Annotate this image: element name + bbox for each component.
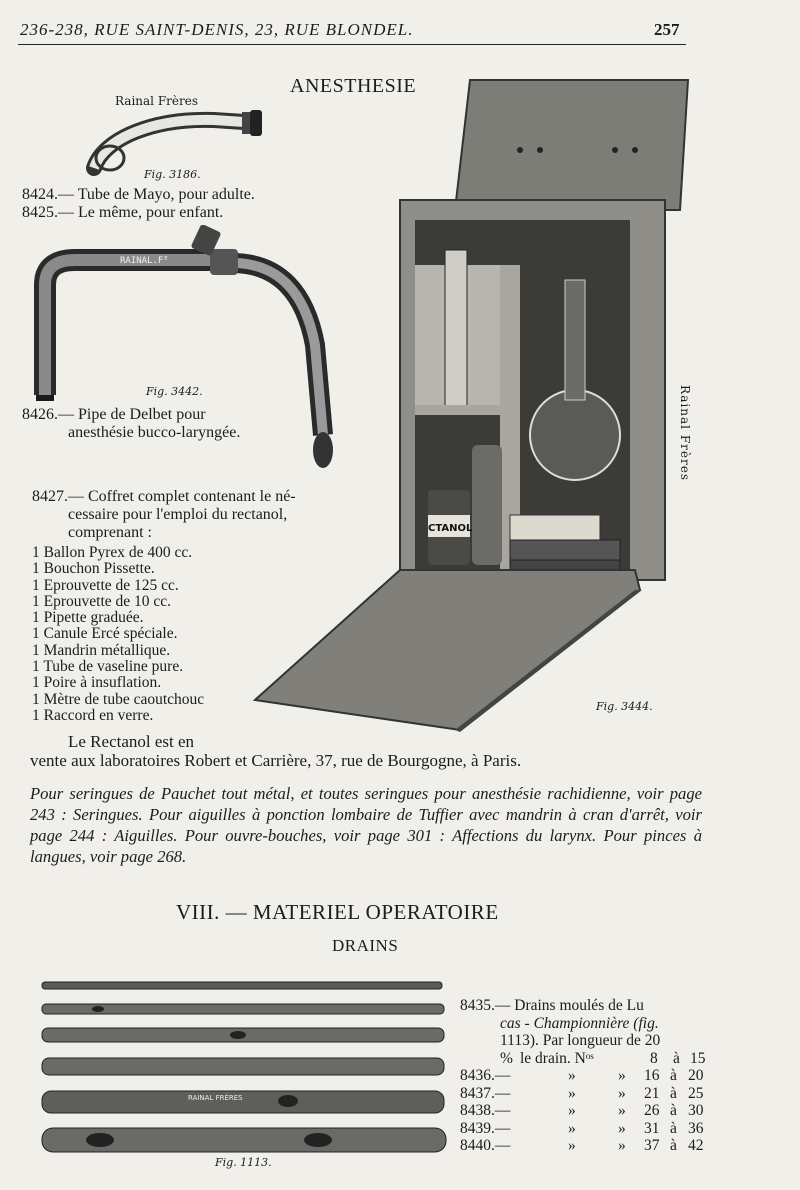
entry-8426-line2: anesthésie bucco-laryngée. [68, 424, 241, 441]
list-item: 1 Mandrin métallique. [32, 641, 171, 659]
range-from: 8 [650, 1049, 658, 1067]
list-item: 1 Eprouvette de 10 cc. [32, 592, 172, 610]
unit-symbol: % [500, 1049, 513, 1067]
rectanol-note [30, 732, 521, 770]
range-from: 16 [644, 1067, 660, 1084]
entry-8427-line3: comprenant : [68, 524, 152, 541]
list-item: 1 Ballon Pyrex de 400 cc. [32, 544, 193, 561]
ditto-mark: » [568, 1084, 576, 1102]
range-from: 21 [644, 1084, 660, 1102]
range-to: 15 [690, 1049, 706, 1067]
maker-side-label: Rainal Frères [678, 385, 692, 481]
range-word: à [670, 1137, 677, 1154]
page-number: 257 [654, 20, 680, 39]
ditto-mark: » [618, 1102, 626, 1119]
table-row [460, 1102, 720, 1120]
ditto-mark: » [568, 1119, 576, 1137]
drain-stamp: RAINAL FRÈRES [188, 1094, 243, 1102]
list-item: 1 Bouchon Pissette. [32, 560, 155, 578]
row-ref: 8436.— [460, 1067, 511, 1084]
cross-reference-paragraph: Pour seringues de Pauchet tout métal, et toutes seringues pour anesthésie rachidienne, voir page 243 : Seringues. Pour aiguilles à ponction lombaire de Tuffier avec mandrin à cran d'arrêt, voir page 244 : Aiguilles. Pour ouvre-bouches, voir page 301 : Affections du larynx. Pour pinces à langues, voir page 268. [30, 784, 702, 866]
figure-caption-3186: Fig. 3186. [144, 168, 201, 181]
list-item: 1 Eprouvette de 125 cc. [32, 576, 179, 594]
list-item: 1 Tube de vaseline pure. [32, 658, 184, 676]
table-row [460, 1137, 720, 1155]
ditto-mark: » [618, 1137, 626, 1154]
entry-8427-line1: 8427.— Coffret complet contenant le né- [32, 488, 296, 505]
entry-8435-line3: 1113). Par longueur de 20 [500, 1032, 661, 1049]
ditto-mark: » [568, 1137, 576, 1154]
ditto-mark: » [618, 1067, 626, 1084]
drains-table [460, 997, 720, 1155]
figure-caption-3442: Fig. 3442. [146, 385, 203, 398]
row-ref: 8440.— [460, 1137, 511, 1154]
entry-8427-line2: cessaire pour l'emploi du rectanol, [68, 506, 288, 523]
figure-caption-3444: Fig. 3444. [596, 700, 653, 713]
ditto-mark: » [618, 1084, 626, 1102]
range-to: 42 [688, 1137, 704, 1154]
range-from: 37 [644, 1137, 660, 1154]
list-item: 1 Mètre de tube caoutchouc [32, 690, 205, 708]
entry-8424: 8424.— Tube de Mayo, pour adulte. [22, 186, 255, 203]
section-title-materiel: VIII. — MATERIEL OPERATOIRE [176, 900, 499, 924]
range-word: à [670, 1067, 677, 1084]
ditto-mark: » [568, 1067, 576, 1084]
header-rule [18, 44, 686, 45]
entry-8426-line1: 8426.— Pipe de Delbet pour [22, 406, 206, 423]
subtitle-drains: DRAINS [332, 936, 399, 955]
entry-8435-line2: cas - Championnière (fig. [500, 1014, 659, 1032]
range-from: 26 [644, 1102, 660, 1119]
range-word: à [673, 1049, 680, 1067]
list-item: 1 Canule Ercé spéciale. [32, 625, 178, 643]
range-word: à [670, 1084, 677, 1102]
row-ref: 8438.— [460, 1102, 511, 1119]
note-line1: Le Rectanol est en [68, 732, 195, 751]
range-word: à [670, 1119, 677, 1137]
range-to: 36 [688, 1119, 704, 1137]
pipe-stamp: RAINAL.Fᴱ [120, 256, 169, 266]
coffret-contents-list [32, 545, 204, 724]
row-ref: 8437.— [460, 1084, 511, 1102]
maker-label: Rainal Frères [115, 94, 198, 108]
ditto-mark: » [618, 1119, 626, 1137]
drains-illustration [38, 978, 450, 1158]
entry-8425: 8425.— Le même, pour enfant. [22, 204, 224, 221]
figure-caption-1113: Fig. 1113. [215, 1156, 272, 1169]
table-row [460, 1120, 720, 1138]
table-row [460, 1067, 720, 1085]
range-to: 20 [688, 1067, 704, 1084]
running-header: 236-238, RUE SAINT-DENIS, 23, RUE BLONDEL. [20, 20, 414, 39]
ditto-mark: » [568, 1102, 576, 1119]
list-item: 1 Raccord en verre. [32, 706, 154, 724]
list-item: 1 Poire à insuflation. [32, 674, 162, 692]
list-item: 1 Pipette graduée. [32, 609, 144, 627]
note-line2: vente aux laboratoires Robert et Carrière, 37, rue de Bourgogne, à Paris. [30, 751, 522, 770]
entry-8435-line1: 8435.— Drains moulés de Lu [460, 997, 644, 1014]
entry-8435-rest: le drain. Nᵒˢ [520, 1049, 594, 1067]
range-to: 30 [688, 1102, 704, 1119]
range-from: 31 [644, 1119, 660, 1137]
table-row [460, 1085, 720, 1103]
bottle-label: CTANOL [428, 523, 473, 534]
range-to: 25 [688, 1084, 704, 1102]
row-ref: 8439.— [460, 1119, 511, 1137]
section-title-anesthesie: ANESTHESIE [290, 75, 417, 97]
range-word: à [670, 1102, 677, 1119]
coffret-illustration [250, 70, 695, 738]
